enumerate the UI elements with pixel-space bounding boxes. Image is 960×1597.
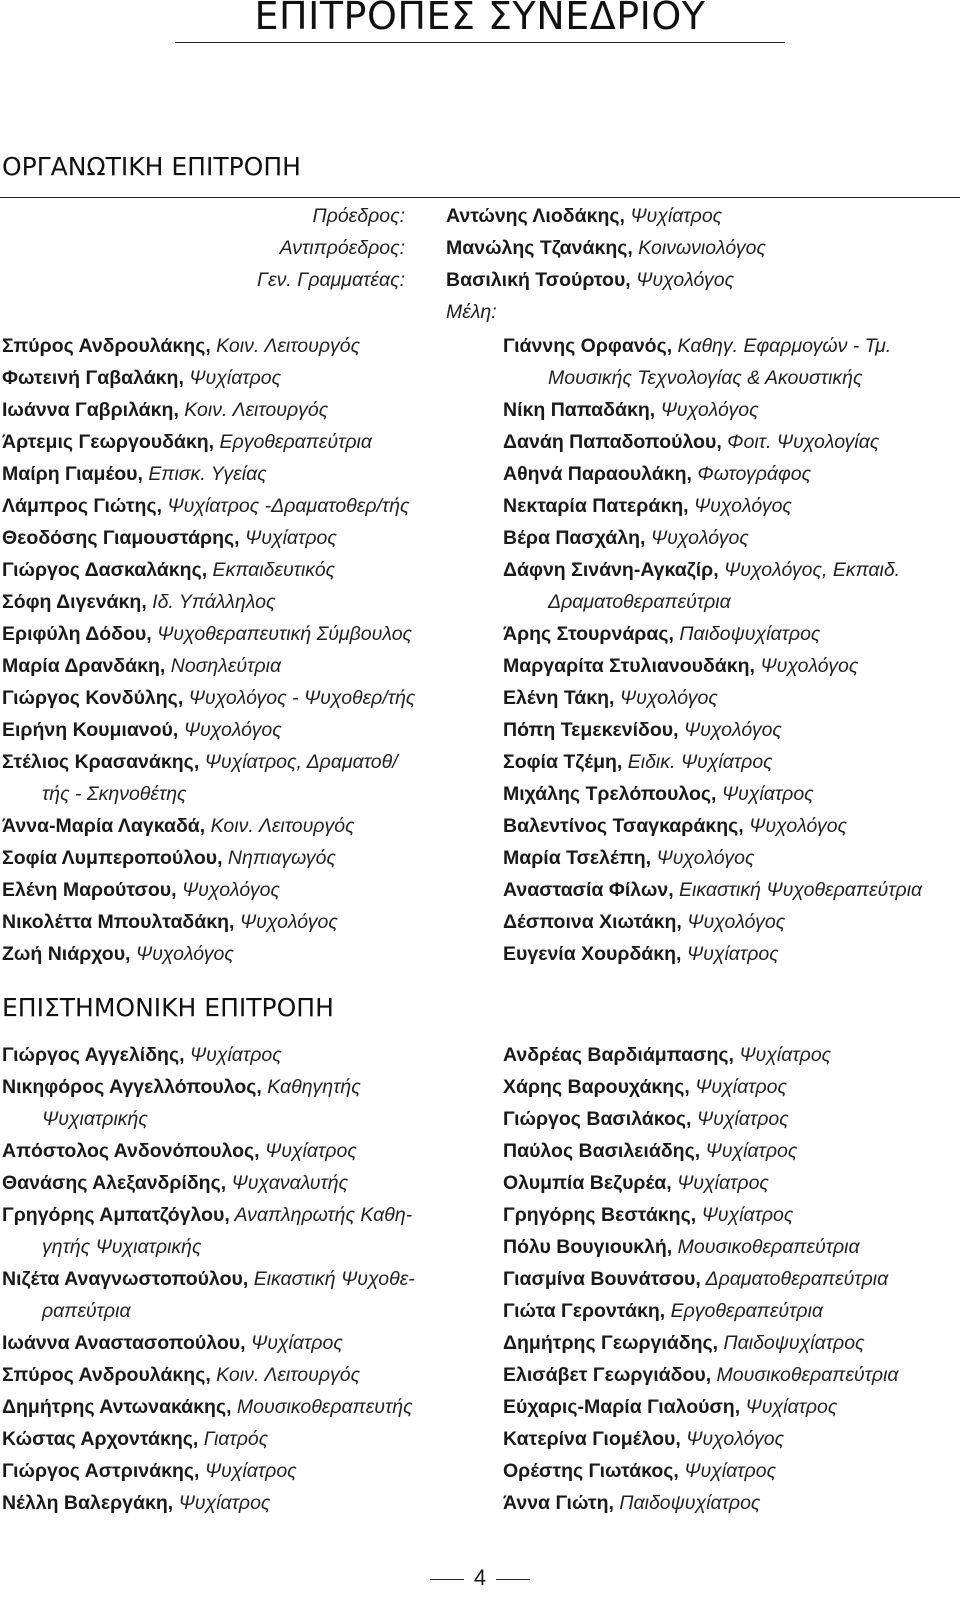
member-entry	[2, 1071, 415, 1103]
member-name: Γιώργος Δασκαλάκης,	[2, 559, 208, 581]
member-name: Ιωάννα Γαβριλάκη,	[2, 399, 179, 421]
member-role: Ψυχολόγος	[680, 1428, 785, 1450]
member-name: Ζωή Νιάρχου,	[2, 943, 131, 965]
member-role: Εκπαιδευτικός	[207, 559, 336, 581]
member-role: Ψυχίατρος	[678, 1460, 777, 1482]
member-entry	[503, 1423, 899, 1455]
member-entry	[503, 458, 922, 490]
member-entry	[2, 362, 415, 394]
member-name: Βέρα Πασχάλη,	[503, 527, 646, 549]
member-name: Νικολέττα Μπουλταδάκη,	[2, 911, 235, 933]
member-role: Ψυχολόγος	[176, 879, 280, 901]
member-entry	[503, 330, 922, 362]
member-entry	[503, 874, 922, 906]
member-role: Ψυχολόγος	[681, 911, 786, 933]
member-name: Χάρης Βαρουχάκης,	[503, 1076, 690, 1098]
member-name: Παύλος Βασιλειάδης,	[503, 1140, 701, 1162]
member-role: Φοιτ. Ψυχολογίας	[721, 431, 880, 453]
member-name: Λάμπρος Γιώτης,	[2, 495, 162, 517]
officer-entry	[446, 232, 766, 264]
member-name: Γιώργος Αγγελίδης,	[2, 1044, 185, 1066]
member-role: Ψυχολόγος	[678, 719, 782, 741]
member-role: Εικαστική Ψυχοθε-	[248, 1268, 415, 1290]
member-role-continuation: ραπεύτρια	[42, 1300, 131, 1322]
member-role: Εργοθεραπεύτρια	[214, 431, 373, 453]
member-role: Καθηγ. Εφαρμογών - Τμ.	[672, 335, 892, 357]
member-entry	[2, 682, 415, 714]
member-role-continuation: Μουσικής Τεχνολογίας & Ακουστικής	[548, 367, 863, 389]
member-entry	[2, 394, 415, 426]
member-name: Σοφία Τζέμη,	[503, 751, 623, 773]
member-entry	[2, 1359, 415, 1391]
member-name: Μιχάλης Τρελόπουλος,	[503, 783, 717, 805]
member-name: Νιζέτα Αναγνωστοπούλου,	[2, 1268, 249, 1290]
member-role: Εργοθεραπεύτρια	[665, 1300, 824, 1322]
member-name: Αθηνά Παραουλάκη,	[503, 463, 692, 485]
member-role: Παιδοψυχίατρος	[718, 1332, 865, 1354]
member-name: Μαργαρίτα Στυλιανουδάκη,	[503, 655, 755, 677]
officer-label: Αντιπρόεδρος:	[279, 237, 405, 259]
page-number-value: 4	[473, 1565, 487, 1590]
member-entry	[503, 682, 922, 714]
member-name: Γιασμίνα Βουνάτσου,	[503, 1268, 701, 1290]
member-name: Γιώργος Αστρινάκης,	[2, 1460, 200, 1482]
page-number	[0, 1565, 960, 1591]
member-role: Δραματοθεραπεύτρια	[700, 1268, 889, 1290]
member-role: Ψυχίατρος	[184, 1044, 282, 1066]
member-name: Γιώργος Κονδύλης,	[2, 687, 184, 709]
member-role: Ψυχολόγος	[688, 495, 792, 517]
page-title: ΕΠΙΤΡΟΠΕΣ ΣΥΝΕΔΡΙΟΥ	[254, 0, 706, 38]
member-name: Ανδρέας Βαρδιάμπασης,	[503, 1044, 734, 1066]
member-role: Νηπιαγωγός	[222, 847, 337, 869]
member-entry	[503, 1231, 899, 1263]
member-role: Ψυχίατρος	[700, 1140, 798, 1162]
page-number-dash	[496, 1579, 530, 1580]
member-name: Μαρία Δρανδάκη,	[2, 655, 166, 677]
member-role: Ψυχίατρος, Δραματοθ/	[199, 751, 398, 773]
member-name: Ιωάννα Αναστασοπούλου,	[2, 1332, 246, 1354]
member-name: Κατερίνα Γιομέλου,	[503, 1428, 681, 1450]
organizing-committee-heading: ΟΡΓΑΝΩΤΙΚΗ ΕΠΙΤΡΟΠΗ	[2, 152, 301, 181]
member-role: Παιδοψυχίατρος	[613, 1492, 761, 1514]
member-name: Νεκταρία Πατεράκη,	[503, 495, 689, 517]
member-role: Ιδ. Υπάλληλος	[146, 591, 276, 613]
member-role: Εικαστική Ψυχοθεραπεύτρια	[673, 879, 923, 901]
member-role: Ψυχίατρος	[696, 1204, 794, 1226]
member-entry	[2, 1391, 415, 1423]
member-role: Ψυχολόγος	[754, 655, 859, 677]
member-name: Βαλεντίνος Τσαγκαράκης,	[503, 815, 744, 837]
scientific-committee-heading: ΕΠΙΣΤΗΜΟΝΙΚΗ ΕΠΙΤΡΟΠΗ	[2, 993, 334, 1022]
officer-label: Γεν. Γραμματέας:	[256, 269, 405, 291]
member-name: Γρηγόρης Βεστάκης,	[503, 1204, 697, 1226]
member-role: Ειδικ. Ψυχίατρος	[622, 751, 773, 773]
member-entry	[503, 394, 922, 426]
member-entry	[2, 458, 415, 490]
member-name: Πόπη Τεμεκενίδου,	[503, 719, 679, 741]
member-role-continuation: τής - Σκηνοθέτης	[42, 783, 187, 805]
member-entry	[503, 1455, 899, 1487]
member-name: Σπύρος Ανδρουλάκης,	[2, 1364, 211, 1386]
member-name: Νίκη Παπαδάκη,	[503, 399, 656, 421]
member-entry	[2, 1423, 415, 1455]
member-entry	[503, 938, 922, 970]
member-name: Ειρήνη Κουμιανού,	[2, 719, 179, 741]
member-role: Ψυχολόγος	[655, 399, 759, 421]
member-role: Ψυχίατρος	[199, 1460, 297, 1482]
officer-name: Αντώνης Λιοδάκης,	[446, 205, 625, 227]
member-role: Ψυχοθεραπευτική Σύμβουλος	[151, 623, 413, 645]
member-name: Δημήτρης Αντωνακάκης,	[2, 1396, 232, 1418]
member-role: Κοιν. Λειτουργός	[210, 1364, 361, 1386]
member-role: Ψυχίατρος	[733, 1044, 832, 1066]
member-name: Δημήτρης Γεωργιάδης,	[503, 1332, 719, 1354]
member-entry	[503, 1295, 899, 1327]
member-entry	[2, 1039, 415, 1071]
member-role: Ψυχολόγος	[614, 687, 718, 709]
member-role: Ψυχίατρος	[671, 1172, 769, 1194]
member-entry	[2, 490, 415, 522]
member-entry	[503, 618, 922, 650]
member-role: Ψυχίατρος	[691, 1108, 789, 1130]
member-entry	[503, 1263, 899, 1295]
member-name: Μαίρη Γιαμέου,	[2, 463, 143, 485]
organizing-left-column	[2, 330, 415, 970]
member-role: Ψυχολόγος	[130, 943, 234, 965]
member-entry	[503, 714, 922, 746]
member-name: Ελισάβετ Γεωργιάδου,	[503, 1364, 712, 1386]
member-entry	[2, 842, 415, 874]
member-name: Σόφη Διγενάκη,	[2, 591, 147, 613]
member-entry	[503, 1039, 899, 1071]
member-entry	[2, 746, 415, 778]
members-label: Μέλη:	[446, 301, 497, 323]
member-role: Ψυχολόγος	[743, 815, 848, 837]
member-role: Ψυχολόγος	[645, 527, 749, 549]
member-entry	[503, 906, 922, 938]
scientific-left-column	[2, 1039, 415, 1519]
member-entry	[503, 1199, 899, 1231]
member-name: Ορέστης Γιωτάκος,	[503, 1460, 679, 1482]
member-entry	[503, 810, 922, 842]
member-entry	[503, 842, 922, 874]
member-entry	[503, 1359, 899, 1391]
organizing-right-column	[503, 330, 922, 970]
member-entry	[2, 554, 415, 586]
member-name: Δάφνη Σινάνη-Αγκαζίρ,	[503, 559, 719, 581]
officer-label: Πρόεδρος:	[312, 205, 405, 227]
member-entry	[503, 1103, 899, 1135]
member-entry	[2, 426, 415, 458]
member-entry	[2, 618, 415, 650]
member-name: Γρηγόρης Αμπατζόγλου,	[2, 1204, 230, 1226]
member-name: Ελένη Τάκη,	[503, 687, 615, 709]
member-role: Μουσικοθεραπευτής	[231, 1396, 413, 1418]
member-role: Ψυχολόγος, Εκπαιδ.	[718, 559, 901, 581]
member-entry	[2, 1263, 415, 1295]
member-name: Πόλυ Βουγιουκλή,	[503, 1236, 673, 1258]
member-role: Κοιν. Λειτουργός	[178, 399, 329, 421]
member-entry	[503, 1487, 899, 1519]
member-entry	[2, 874, 415, 906]
member-entry	[2, 522, 415, 554]
member-entry	[2, 906, 415, 938]
member-role: Ψυχίατρος	[259, 1140, 357, 1162]
member-entry	[503, 746, 922, 778]
member-entry	[503, 554, 922, 586]
member-entry	[503, 1327, 899, 1359]
member-name: Άννα Γιώτη,	[503, 1492, 614, 1514]
member-role: Φωτογράφος	[691, 463, 812, 485]
member-role-continuation: γητής Ψυχιατρικής	[42, 1236, 202, 1258]
officer-role: Ψυχολόγος	[630, 269, 735, 291]
member-role: Επισκ. Υγείας	[142, 463, 267, 485]
member-role: Ψυχίατρος	[173, 1492, 271, 1514]
member-role: Ψυχίατρος	[183, 367, 282, 389]
officer-entry	[446, 264, 734, 296]
member-entry	[503, 1391, 899, 1423]
member-entry	[503, 1135, 899, 1167]
member-name: Απόστολος Ανδονόπουλος,	[2, 1140, 260, 1162]
member-role: Μουσικοθεραπεύτρια	[711, 1364, 899, 1386]
member-entry	[503, 650, 922, 682]
member-name: Σοφία Λυμπεροπούλου,	[2, 847, 223, 869]
member-name: Ευγενία Χουρδάκη,	[503, 943, 682, 965]
member-name: Άννα-Μαρία Λαγκαδά,	[2, 815, 206, 837]
member-name: Ολυμπία Βεζυρέα,	[503, 1172, 672, 1194]
member-name: Αναστασία Φίλων,	[503, 879, 674, 901]
member-entry	[2, 330, 415, 362]
member-entry	[503, 1071, 899, 1103]
member-name: Δέσποινα Χιωτάκη,	[503, 911, 682, 933]
member-entry	[2, 586, 415, 618]
member-name: Γιώτα Γεροντάκη,	[503, 1300, 666, 1322]
member-role: Ψυχίατρος	[681, 943, 779, 965]
member-name: Νικηφόρος Αγγελλόπουλος,	[2, 1076, 262, 1098]
member-name: Εριφύλη Δόδου,	[2, 623, 152, 645]
member-role: Ψυχολόγος	[234, 911, 338, 933]
officer-name: Μανώλης Τζανάκης,	[446, 237, 633, 259]
member-entry	[2, 650, 415, 682]
member-role: Αναπληρωτής Καθη-	[229, 1204, 413, 1226]
member-entry	[503, 522, 922, 554]
member-role: Ψυχίατρος	[716, 783, 814, 805]
member-entry	[2, 938, 415, 970]
section-rule	[0, 197, 960, 198]
title-rule	[175, 42, 785, 43]
member-name: Κώστας Αρχοντάκης,	[2, 1428, 199, 1450]
member-entry	[503, 778, 922, 810]
member-name: Άρης Στουρνάρας,	[503, 623, 674, 645]
member-role: Ψυχολόγος - Ψυχοθερ/τής	[183, 687, 416, 709]
member-role: Νοσηλεύτρια	[165, 655, 282, 677]
member-entry	[503, 490, 922, 522]
member-name: Δανάη Παπαδοπούλου,	[503, 431, 722, 453]
member-role: Ψυχολόγος	[651, 847, 755, 869]
scientific-right-column	[503, 1039, 899, 1519]
member-role: Ψυχαναλυτής	[226, 1172, 349, 1194]
member-name: Νέλλη Βαλεργάκη,	[2, 1492, 174, 1514]
member-role: Κοιν. Λειτουργός	[210, 335, 361, 357]
member-role: Ψυχίατρος -Δραματοθερ/τής	[162, 495, 410, 517]
member-role-continuation: Ψυχιατρικής	[42, 1108, 148, 1130]
member-name: Άρτεμις Γεωργουδάκη,	[2, 431, 215, 453]
member-entry	[503, 1167, 899, 1199]
page-number-dash	[430, 1579, 464, 1580]
member-role-continuation: Δραματοθεραπεύτρια	[548, 591, 731, 613]
member-name: Φωτεινή Γαβαλάκη,	[2, 367, 184, 389]
member-role: Παιδοψυχίατρος	[673, 623, 821, 645]
member-role: Ψυχίατρος	[740, 1396, 838, 1418]
member-role: Ψυχολόγος	[178, 719, 282, 741]
member-entry	[2, 810, 415, 842]
member-role: Καθηγητής	[261, 1076, 361, 1098]
member-name: Ελένη Μαρούτσου,	[2, 879, 177, 901]
member-entry	[2, 714, 415, 746]
member-entry	[2, 1455, 415, 1487]
officer-entry	[446, 200, 722, 232]
member-name: Στέλιος Κρασανάκης,	[2, 751, 200, 773]
member-name: Μαρία Τσελέπη,	[503, 847, 652, 869]
member-role: Ψυχίατρος	[245, 1332, 343, 1354]
member-role: Μουσικοθεραπεύτρια	[672, 1236, 860, 1258]
member-name: Θεοδόσης Γιαμουστάρης,	[2, 527, 240, 549]
officer-role: Κοινωνιολόγος	[632, 237, 766, 259]
member-entry	[503, 426, 922, 458]
member-name: Σπύρος Ανδρουλάκης,	[2, 335, 211, 357]
member-name: Θανάσης Αλεξανδρίδης,	[2, 1172, 227, 1194]
member-role: Ψυχίατρος	[689, 1076, 788, 1098]
member-name: Γιάννης Ορφανός,	[503, 335, 673, 357]
member-entry	[2, 1167, 415, 1199]
member-entry	[2, 1135, 415, 1167]
member-entry	[2, 1199, 415, 1231]
officer-name: Βασιλική Τσούρτου,	[446, 269, 631, 291]
member-role: Κοιν. Λειτουργός	[205, 815, 355, 837]
member-entry	[2, 1327, 415, 1359]
member-role: Γιατρός	[198, 1428, 269, 1450]
member-name: Γιώργος Βασιλάκος,	[503, 1108, 692, 1130]
member-entry	[2, 1487, 415, 1519]
member-role: Ψυχίατρος	[239, 527, 337, 549]
officer-role: Ψυχίατρος	[624, 205, 723, 227]
member-name: Εύχαρις-Μαρία Γιαλούση,	[503, 1396, 741, 1418]
